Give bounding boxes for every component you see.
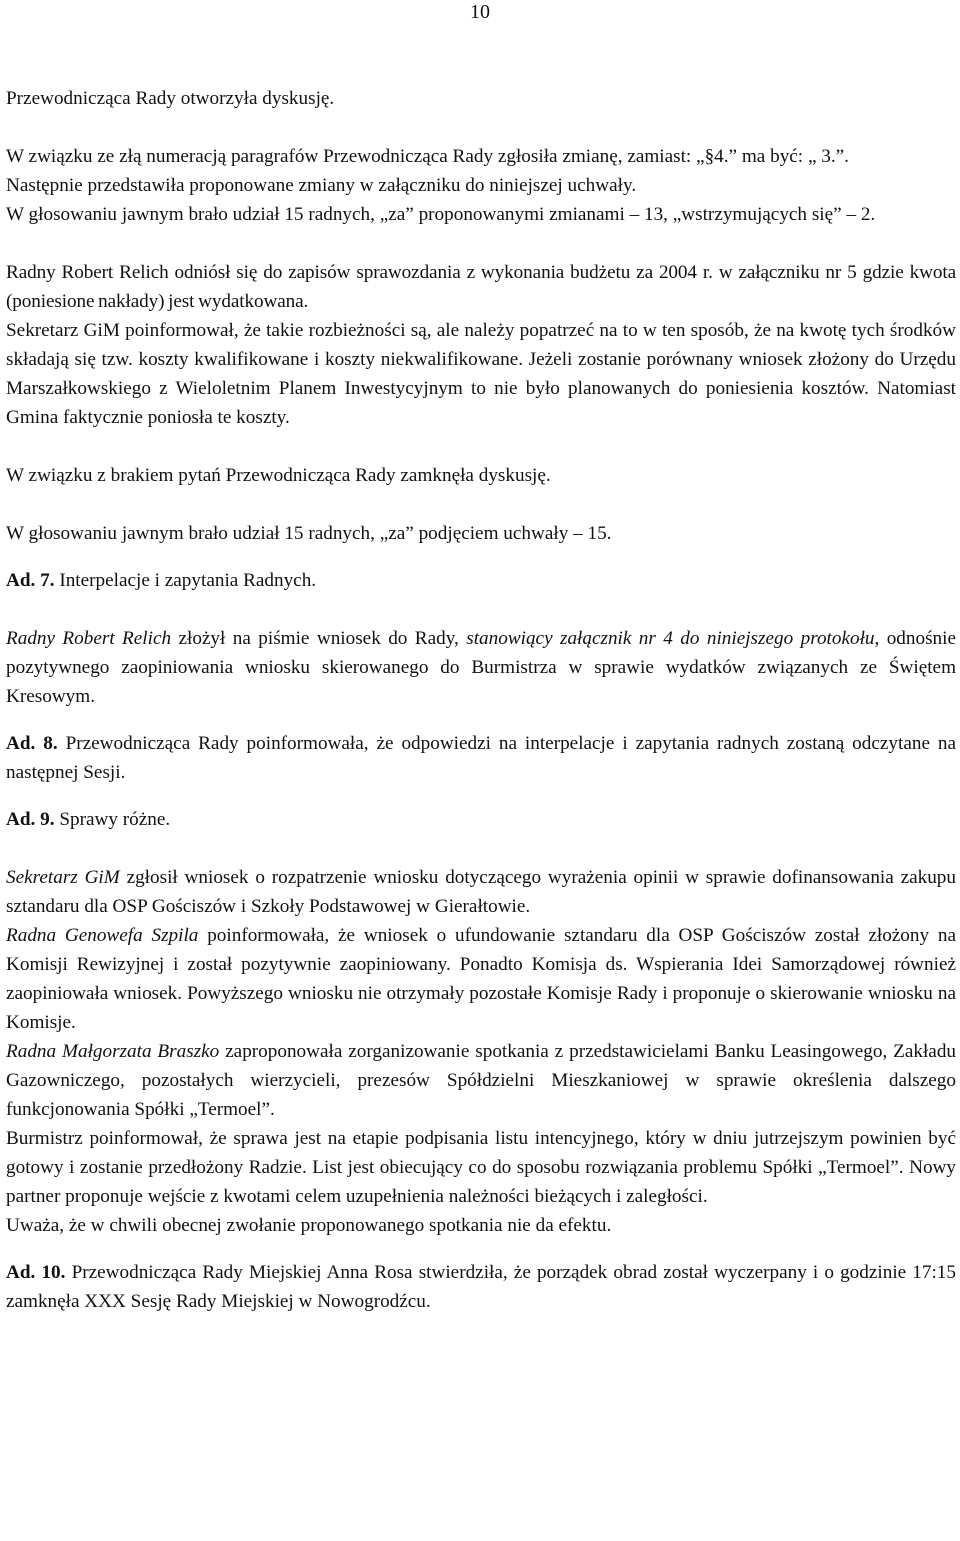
- paragraph: Przewodnicząca Rady otworzyła dyskusję.: [6, 88, 335, 109]
- agenda-item-8: [6, 729, 956, 787]
- paragraph: W głosowaniu jawnym brało udział 15 radnych, „za” proponowanymi zmianami – 13, „wstrzymujących się” – 2.: [6, 204, 876, 225]
- agenda-item-10: [6, 1258, 956, 1316]
- paragraph: Radny Robert Relich odniósł się do zapisów sprawozdania z wykonania budżetu za 2004 r. w załączniku nr 5 gdzie kwota (poniesione nakłady) jest wydatkowana.: [6, 262, 956, 312]
- annex-reference: stanowiący załącznik nr 4 do niniejszego protokołu: [466, 628, 875, 649]
- paragraph: Burmistrz poinformował, że sprawa jest na etapie podpisania listu intencyjnego, który w dniu jutrzejszym powinien być gotowy i zostanie przedłożony Radzie. List jest obiecujący co do sposobu rozwiązania problemu Spółki „Termoel”. Nowy partner proponuje wejście z kwotami celem uzupełnienia należności bieżących i zaległości.: [6, 1128, 956, 1207]
- paragraph: W związku z brakiem pytań Przewodnicząca Rady zamknęła dyskusję.: [6, 465, 551, 486]
- agenda-text: Przewodnicząca Rady poinformowała, że odpowiedzi na interpelacje i zapytania radnych zostaną odczytane na następnej Sesji.: [6, 733, 956, 783]
- agenda-item-9: [6, 805, 956, 834]
- paragraph: Sekretarz GiM poinformował, że takie rozbieżności są, ale należy popatrzeć na to w ten sposób, że na kwotę tych środków składają się tzw. koszty kwalifikowane i koszty niekwalifikowane. Jeżeli zostanie porównany wniosek złożony do Urzędu Marszałkowskiego z Wieloletnim Planem Inwestycyjnym to nie było planowanych do poniesienia kosztów. Natomiast Gmina faktycznie poniosła te koszty.: [6, 320, 956, 428]
- agenda-label: Ad. 7.: [6, 570, 55, 591]
- agenda-text: Interpelacje i zapytania Radnych.: [54, 570, 317, 591]
- speaker-name: Radna Genowefa Szpila: [6, 925, 199, 946]
- paragraph: Radny Robert Relich złożył na piśmie wniosek do Rady, stanowiący załącznik nr 4 do niniejszego protokołu, odnośnie pozytywnego zaopiniowania wniosku skierowanego do Burmistrza w sprawie wydatków związanych ze Świętem Kresowym.: [6, 628, 956, 707]
- paragraph: Następnie przedstawiła proponowane zmiany w załączniku do niniejszej uchwały.: [6, 175, 637, 196]
- agenda-label: Ad. 8.: [6, 733, 58, 754]
- agenda-text: Sprawy różne.: [54, 809, 171, 830]
- agenda-text: Przewodnicząca Rady Miejskiej Anna Rosa stwierdziła, że porządek obrad został wyczerpany i o godzinie 17:15 zamknęła XXX Sesję Rady Miejskiej w Nowogrodźcu.: [6, 1262, 956, 1312]
- speaker-name: Sekretarz GiM: [6, 867, 120, 888]
- paragraph: Sekretarz GiM zgłosił wniosek o rozpatrzenie wniosku dotyczącego wyrażenia opinii w sprawie dofinansowania zakupu sztandaru dla OSP Gościszów i Szkoły Podstawowej w Gierałtowie.: [6, 867, 956, 917]
- speaker-name: Radna Małgorzata Braszko: [6, 1041, 220, 1062]
- speaker-name: Radny Robert Relich: [6, 628, 172, 649]
- paragraph: Uważa, że w chwili obecnej zwołanie proponowanego spotkania nie da efektu.: [6, 1215, 612, 1236]
- agenda-label: Ad. 10.: [6, 1262, 66, 1283]
- document-body: [6, 84, 956, 1316]
- paragraph: Radna Małgorzata Braszko zaproponowała zorganizowanie spotkania z przedstawicielami Banku Leasingowego, Zakładu Gazowniczego, pozostałych wierzycieli, prezesów Spółdzielni Mieszkaniowej w sprawie określenia dalszego funkcjonowania Spółki „Termoel”.: [6, 1041, 957, 1120]
- agenda-item-7: [6, 566, 956, 595]
- paragraph: W związku ze złą numeracją paragrafów Przewodnicząca Rady zgłosiła zmianę, zamiast: „§4.” ma być: „ 3.”.: [6, 146, 849, 167]
- agenda-label: Ad. 9.: [6, 809, 55, 830]
- page-number: 10: [470, 1, 490, 23]
- paragraph: Radna Genowefa Szpila poinformowała, że wniosek o ufundowanie sztandaru dla OSP Gościszów został złożony na Komisji Rewizyjnej i został pozytywnie zaopiniowany. Ponadto Komisja ds. Wspierania Idei Samorządowej również zaopiniowała wniosek. Powyższego wniosku nie otrzymały pozostałe Komisje Rady i proponuje o skierowanie wniosku na Komisje.: [6, 925, 956, 1033]
- paragraph: W głosowaniu jawnym brało udział 15 radnych, „za” podjęciem uchwały – 15.: [6, 523, 612, 544]
